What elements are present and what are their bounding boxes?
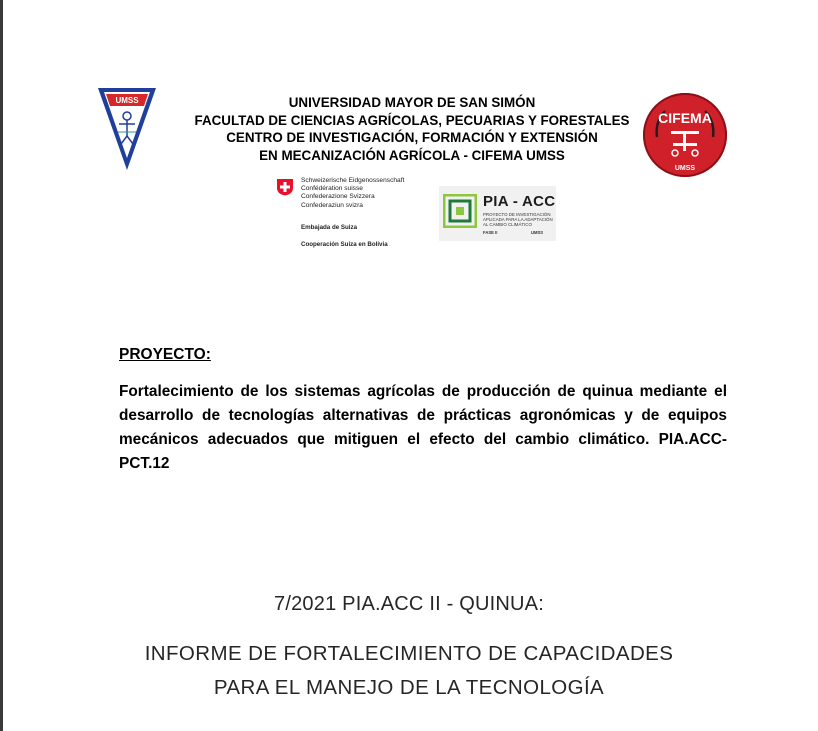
pia-acc-umss: UMSS bbox=[531, 230, 544, 235]
swiss-cooperation: Cooperación Suiza en Bolivia bbox=[301, 241, 388, 248]
pia-acc-subtitle-line: APLICADA PARA LA ADAPTACIÓN bbox=[483, 217, 553, 222]
cifema-logo bbox=[641, 91, 729, 179]
pia-acc-logo bbox=[439, 186, 556, 241]
report-code: 7/2021 PIA.ACC II - QUINUA: bbox=[274, 593, 544, 615]
pia-acc-title: PIA - ACC bbox=[483, 193, 556, 210]
report-title-line: INFORME DE FORTALECIMIENTO DE CAPACIDADES bbox=[144, 642, 674, 665]
pia-acc-phase: FASE II bbox=[483, 230, 498, 235]
pia-acc-subtitle bbox=[483, 212, 553, 227]
report-title bbox=[0, 637, 818, 705]
page-edge bbox=[0, 0, 3, 731]
project-description: Fortalecimiento de los sistemas agrícolas de producción de quinua mediante el desarrollo de tecnologías alternativas de prácticas agronómicas y de equipos mecánicos adecuados que mitiguen el efecto del cambio climático. PIA.ACC-PCT.12 bbox=[119, 383, 727, 472]
swiss-cooperation-logo bbox=[276, 176, 436, 252]
university-header bbox=[190, 94, 634, 164]
swiss-confederation-names bbox=[301, 177, 404, 210]
umss-logo bbox=[96, 86, 158, 172]
swiss-line-it: Confederazione Svizzera bbox=[301, 193, 375, 201]
swiss-flag-icon bbox=[276, 178, 294, 196]
swiss-line-rm: Confederaziun svizra bbox=[301, 201, 363, 209]
pia-acc-icon bbox=[443, 194, 477, 228]
center-name: CENTRO DE INVESTIGACIÓN, FORMACIÓN Y EXTENSIÓN bbox=[226, 130, 598, 145]
university-name: UNIVERSIDAD MAYOR DE SAN SIMÓN bbox=[288, 95, 536, 110]
project-label: PROYECTO: bbox=[119, 346, 211, 363]
pia-acc-subtitle-line: AL CAMBIO CLIMÁTICO bbox=[483, 222, 532, 227]
pia-acc-subtitle-line: PROYECTO DE INVESTIGACIÓN bbox=[483, 212, 551, 217]
report-title-line: PARA EL MANEJO DE LA TECNOLOGÍA bbox=[213, 676, 605, 699]
cifema-logo-subtext: UMSS bbox=[674, 165, 696, 172]
swiss-line-fr: Confédération suisse bbox=[301, 185, 363, 193]
faculty-name: FACULTAD DE CIENCIAS AGRÍCOLAS, PECUARIAS Y FORESTALES bbox=[194, 112, 630, 128]
cifema-logo-text: CIFEMA bbox=[658, 110, 712, 126]
swiss-embassy: Embajada de Suiza bbox=[301, 224, 358, 231]
umss-logo-text: UMSS bbox=[115, 96, 139, 105]
center-name-cont: EN MECANIZACIÓN AGRÍCOLA - CIFEMA UMSS bbox=[259, 147, 565, 163]
swiss-line-de: Schweizerische Eidgenossenschaft bbox=[301, 177, 405, 184]
